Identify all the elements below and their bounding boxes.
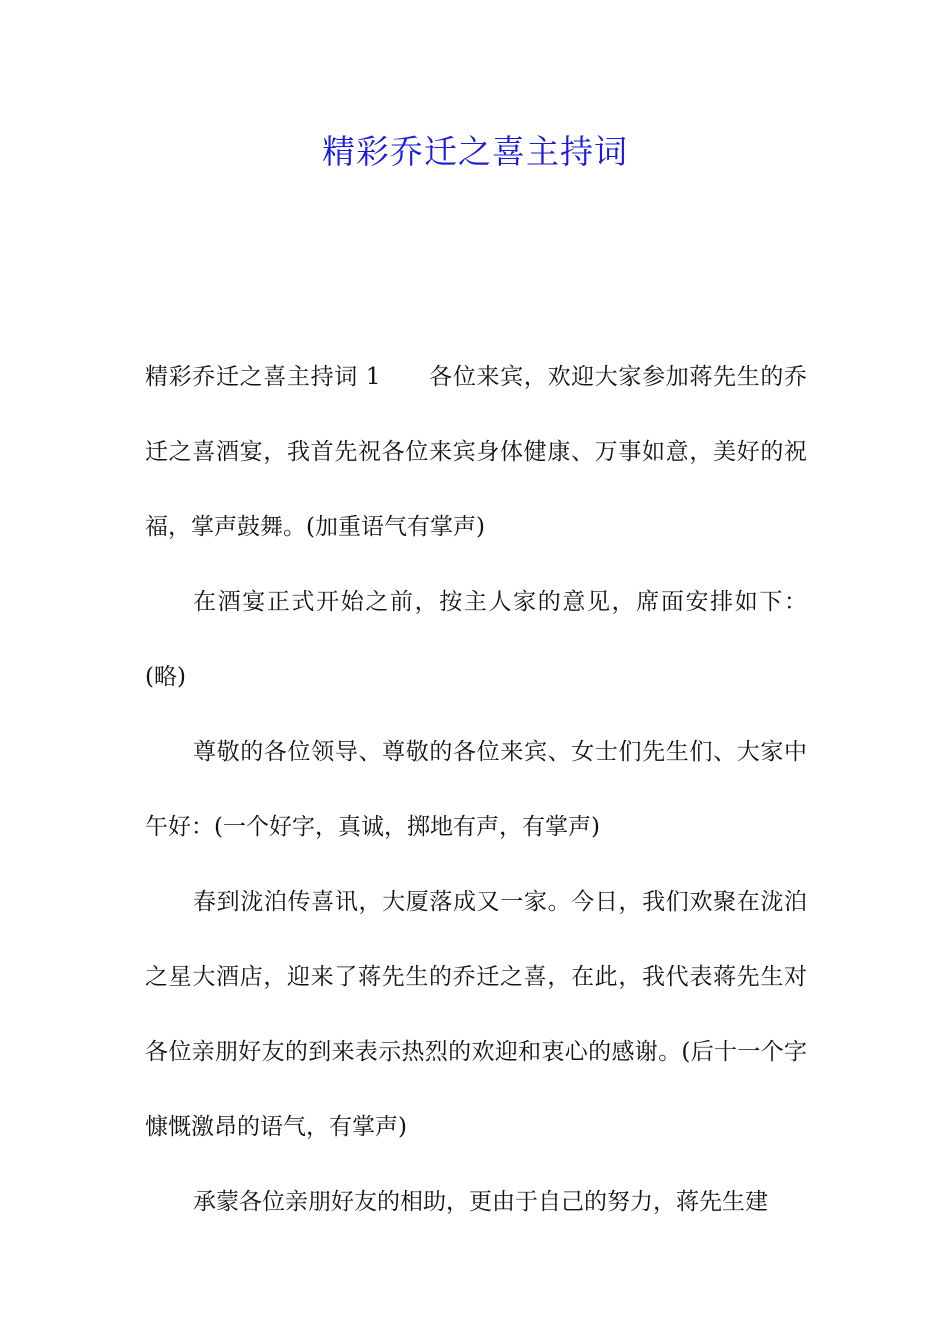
paragraph-2: 在酒宴正式开始之前，按主人家的意见，席面安排如下：(略) — [145, 589, 807, 690]
document-title: 精彩乔迁之喜主持词 — [322, 132, 628, 171]
paragraph-4: 春到泷泊传喜讯，大厦落成又一家。今日，我们欢聚在泷泊之星大酒店，迎来了蒋先生的乔迁之喜，在此，我代表蒋先生对各位亲朋好友的到来表示热烈的欢迎和衷心的感谢。(后十一个字慷慨激昂的语气，有掌声) — [145, 889, 807, 1140]
document-body — [145, 340, 807, 1240]
paragraph-3: 尊敬的各位领导、尊敬的各位来宾、女士们先生们、大家中午好：(一个好字，真诚，掷地有声，有掌声) — [145, 739, 807, 840]
paragraph-1 — [145, 340, 807, 565]
paragraph-5: 承蒙各位亲朋好友的相助，更由于自己的努力，蒋先生建 — [193, 1189, 768, 1215]
section-heading: 精彩乔迁之喜主持词 1 — [145, 364, 381, 390]
paragraph-text: 各位来宾，欢迎大家参加蒋先生的乔迁之喜酒宴，我首先祝各位来宾身体健康、万事如意，美好的祝福，掌声鼓舞。(加重语气有掌声) — [145, 364, 808, 540]
